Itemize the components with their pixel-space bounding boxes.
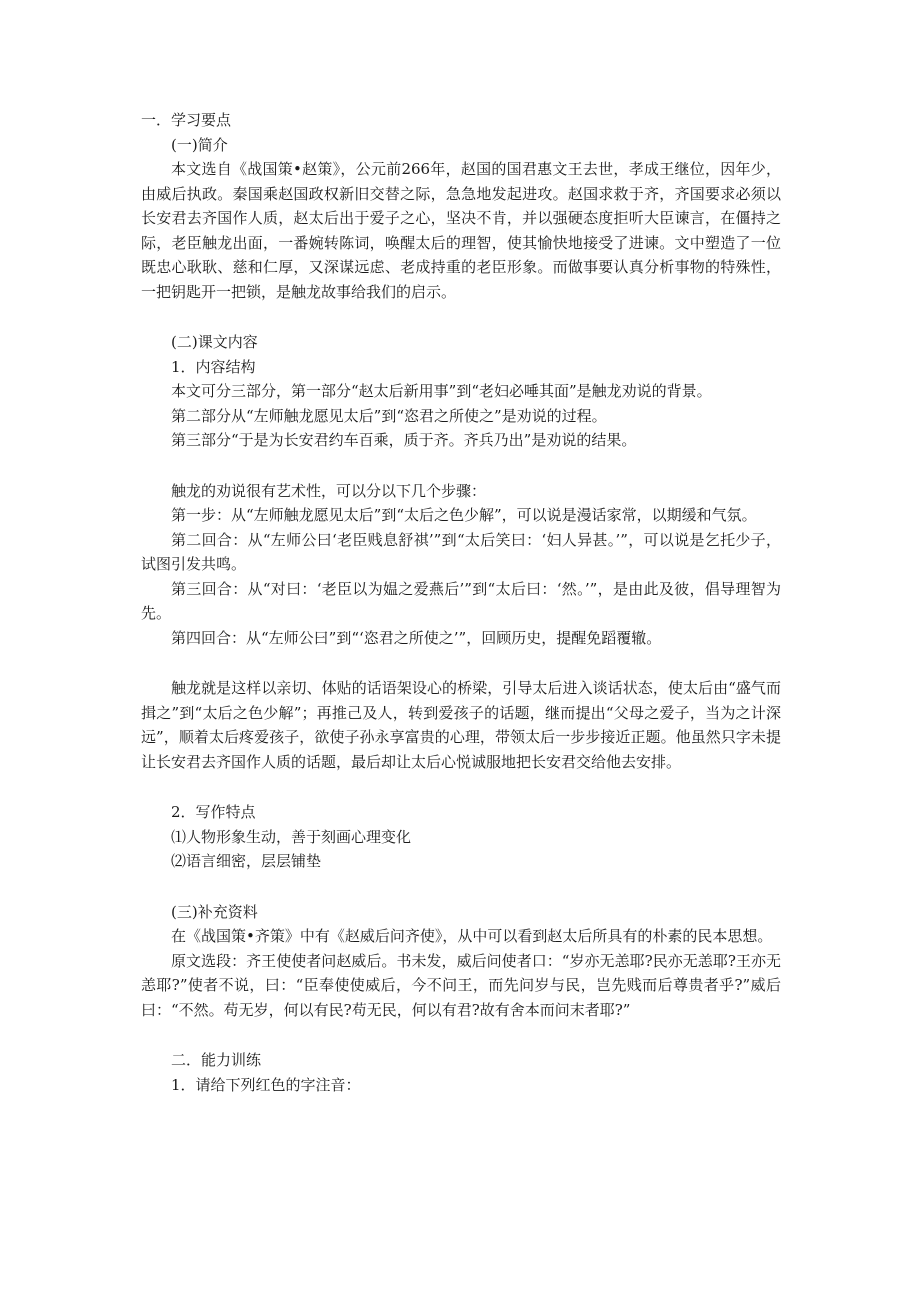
section-heading-study-points: 一．学习要点	[141, 111, 232, 129]
document-page	[141, 108, 781, 1097]
paragraph-steps-intro: 触龙的劝说很有艺术性，可以分以下几个步骤：	[171, 481, 487, 500]
subheading-text-content: (二)课文内容	[171, 333, 258, 351]
paragraph-step-2: 第二回合：从“左师公曰‘老臣贱息舒祺’”到“太后笑曰：‘妇人异甚。’”，可以说是乞托少子，试图引发共鸣。	[141, 530, 781, 573]
subheading-introduction: (一)简介	[171, 135, 228, 154]
paragraph-structure-part3: 第三部分“于是为长安君约车百乘，质于齐。齐兵乃出”是劝说的结果。	[171, 431, 637, 449]
section-heading-ability-training: 二．能力训练	[171, 1051, 262, 1069]
paragraph-supplementary-excerpt: 原文选段：齐王使使者问赵威后。书未发，威后问使者口：“岁亦无恙耶?民亦无恙耶?王亦无恙耶?”使者不说，曰：“臣奉使使威后，今不问王，而先问岁与民，岂先贱而后尊贵者乎?”威后曰：“不然。苟无岁，何以有民?苟无民，何以有君?故有舍本而问末者耶?”	[141, 951, 781, 1019]
spacer	[141, 453, 781, 479]
paragraph-summary: 触龙就是这样以亲切、体贴的话语架设心的桥梁，引导太后进入谈话状态，使太后由“盛气而揖之”到“太后之色少解”；再推己及人，转到爱孩子的话题，继而提出“父母之爱子，当为之计深远”，顺着太后疼爱孩子，欲使子孙永享富贵的心理，带领太后一步步接近正题。他虽然只字未提让长安君去齐国作人质的话题，最后却让太后心悦诚服地把长安君交给他去安排。	[141, 679, 781, 771]
paragraph-introduction: 本文选自《战国策•赵策》，公元前266年，赵国的国君惠文王去世，孝成王继位，因年少，由威后执政。秦国乘赵国政权新旧交替之际，急急地发起进攻。赵国求救于齐，齐国要求必须以长安君去齐国作人质，赵太后出于爱子之心，坚决不肯，并以强硬态度拒听大臣谏言，在僵持之际，老臣触龙出面，一番婉转陈词，唤醒太后的理智，使其愉快地接受了进谏。文中塑造了一位既忠心耿耿、慈和仁厚，又深谋远虑、老成持重的老臣形象。而做事要认真分析事物的特殊性，一把钥匙开一把锁，是触龙故事给我们的启示。	[141, 160, 781, 301]
feature-item-1: ⑴人物形象生动，善于刻画心理变化	[171, 827, 412, 846]
spacer	[141, 304, 781, 330]
paragraph-step-3: 第三回合：从“对曰：‘老臣以为媪之爱燕后’”到“太后曰：‘然。’”，是由此及彼，倡导理智为先。	[141, 579, 781, 622]
paragraph-step-1: 第一步：从“左师触龙愿见太后”到“太后之色少解”，可以说是漫话家常，以期缓和气氛。	[171, 506, 757, 524]
exercise-item-1: 1．请给下列红色的字注音：	[171, 1075, 361, 1094]
paragraph-step-4: 第四回合：从“左师公曰”到“‘恣君之所使之’”，回顾历史，提醒免蹈覆辙。	[171, 628, 662, 647]
spacer	[141, 650, 781, 676]
spacer	[141, 1022, 781, 1048]
subheading-supplementary: (三)补充资料	[171, 902, 258, 921]
paragraph-structure-part2: 第二部分从“左师触龙愿见太后”到“恣君之所使之”是劝说的过程。	[171, 406, 607, 425]
paragraph-structure-part1: 本文可分三部分，第一部分“赵太后新用事”到“老妇必唾其面”是触龙劝说的背景。	[171, 382, 712, 400]
feature-item-2: ⑵语言细密，层层铺垫	[171, 852, 322, 870]
item-content-structure: 1．内容结构	[171, 357, 256, 376]
spacer	[141, 874, 781, 900]
paragraph-supplementary-1: 在《战国策•齐策》中有《赵威后问齐使》，从中可以看到赵太后所具有的朴素的民本思想。	[171, 927, 773, 945]
spacer	[141, 774, 781, 800]
item-writing-features: 2．写作特点	[171, 803, 256, 821]
